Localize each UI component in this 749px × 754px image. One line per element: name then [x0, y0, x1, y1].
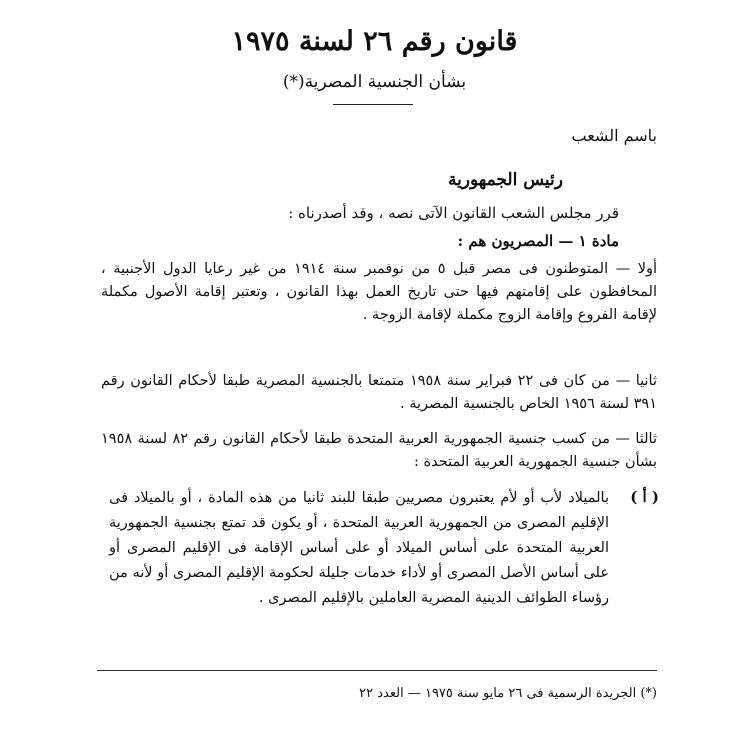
clause-third: ثالثا — من كسب جنسية الجمهورية العربية المتحدة طبقا لأحكام القانون رقم ٨٢ لسنة ١٩٥٨ بشأن جنسية الجمهورية العربية المتحدة : [101, 431, 657, 470]
preamble: قرر مجلس الشعب القانون الآتى نصه ، وقد أصدرناه : [288, 204, 619, 222]
footnote: (*) الجريدة الرسمية فى ٢٦ مايو سنة ١٩٧٥ — العدد ٢٢ [359, 686, 657, 701]
article-1-heading: مادة ١ — المصريون هم : [457, 232, 619, 250]
clause-second: ثانيا — من كان فى ٢٢ فبراير سنة ١٩٥٨ متمتعا بالجنسية المصرية طبقا لأحكام القانون رقم ٣٩١ لسنة ١٩٥٦ الخاص بالجنسية المصرية . [101, 373, 657, 412]
president-heading: رئيس الجمهورية [447, 170, 563, 190]
salutation: باسم الشعب [571, 126, 657, 145]
footnote-divider [97, 670, 657, 671]
item-a-marker: ( أ ) [630, 488, 659, 506]
clause-first: أولا — المتوطنون فى مصر قبل ٥ من نوفمبر سنة ١٩١٤ من غير رعايا الدول الأجنبية ، المحافظون على إقامتهم فيها حتى تاريخ العمل بهذا القانون ، وتعتبر إقامة الأصول مكملة لإقامة الفروع وإقامة الزوج مكملة لإقامة الزوجة . [101, 261, 657, 323]
law-subtitle: بشأن الجنسية المصرية(*) [282, 72, 467, 92]
item-a-text: بالميلاد لأب أو لأم يعتبرون مصريين طبقا للبند ثانيا من هذه المادة ، أو بالميلاد فى الإقليم المصرى من الجمهورية العربية المتحدة ، أو يكون قد تمتع بجنسية الجمهورية العربية المتحدة على أساس الميلاد أو على أساس الإقامة فى الإقليم المصرى أو على أساس الأصل المصرى أو لأداء خدمات جليلة لحكومة الإقليم المصرى أو لأنه من رؤساء الطوائف الدينية المصرية العاملين بالإقليم المصرى . [109, 490, 609, 606]
law-title: قانون رقم ٢٦ لسنة ١٩٧٥ [231, 26, 518, 57]
title-divider [333, 104, 413, 105]
